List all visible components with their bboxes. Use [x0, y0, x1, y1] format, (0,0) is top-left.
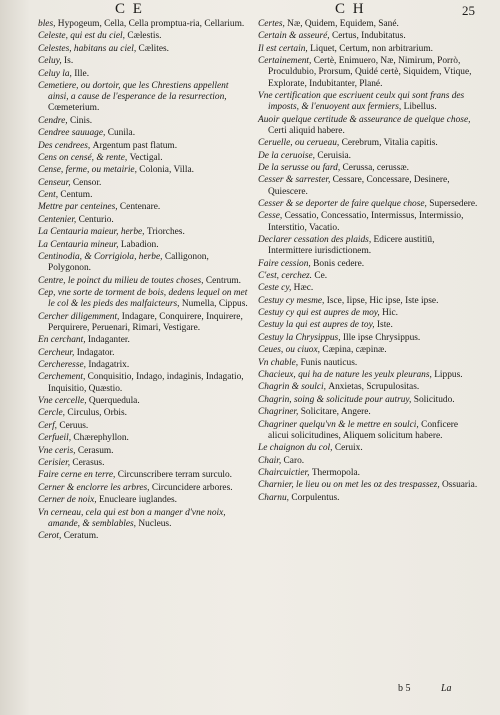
latin-translation: Isce, Iipse, Hic ipse, Iste ipse.	[326, 295, 439, 306]
dictionary-entry	[258, 151, 480, 162]
french-term: Centenier,	[38, 214, 79, 225]
french-term: Chagriner,	[258, 407, 301, 418]
right-column	[258, 19, 480, 505]
latin-translation: Supersedere.	[429, 198, 478, 209]
dictionary-entry	[258, 480, 480, 491]
dictionary-entry	[38, 165, 250, 176]
latin-translation: Cerebrum, Vitalia capitis.	[341, 138, 438, 149]
latin-translation: Ceruix.	[334, 443, 363, 454]
french-term: La Centauria mineur,	[38, 239, 121, 250]
dictionary-entry	[38, 421, 250, 432]
dictionary-entry	[38, 360, 250, 371]
french-term: De la serusse ou fard,	[258, 162, 343, 173]
latin-translation: Ce.	[314, 270, 328, 281]
french-term: Celestes, habitans au ciel,	[38, 43, 139, 54]
dictionary-entry	[38, 470, 250, 481]
dictionary-entry	[258, 211, 480, 233]
french-term: Cens on censé, & rente,	[38, 152, 130, 163]
latin-translation: Conquisitio, Indago, indaginis, Indagatio, Inquisitio, Quæstio.	[48, 372, 244, 394]
french-term: Censeur,	[38, 177, 73, 188]
dictionary-entry	[258, 345, 480, 356]
dictionary-entry	[38, 190, 250, 201]
dictionary-entry	[38, 44, 250, 55]
latin-translation: Nucleus.	[138, 518, 172, 529]
latin-translation: Centurio.	[78, 214, 114, 225]
french-term: Vn cerneau, cela qui est bon a manger d'vne noix, amande, & semblables,	[38, 507, 226, 529]
latin-translation: Centrum.	[205, 275, 242, 286]
french-term: Cercher diligemment,	[38, 311, 122, 322]
dictionary-entry	[258, 175, 480, 197]
dictionary-entry	[38, 128, 250, 139]
french-term: Cestuy la qui est aupres de toy,	[258, 320, 377, 331]
french-term: Auoir quelque certitude & asseurance de quelque chose,	[258, 114, 471, 125]
french-term: Celeste, qui est du ciel,	[38, 31, 128, 42]
dictionary-entry	[258, 493, 480, 504]
latin-translation: Labadion.	[120, 239, 159, 250]
french-term: bles,	[38, 19, 58, 29]
french-term: Des cendrees,	[38, 140, 93, 151]
dictionary-entry	[258, 382, 480, 393]
latin-translation: Indagare, Conquirere, Inquirere, Perquirere, Peruenari, Rimari, Vestigare.	[48, 311, 243, 333]
latin-translation: Ille.	[74, 68, 90, 79]
latin-translation: Argentum past flatum.	[92, 140, 178, 151]
latin-translation: Cessatio, Concessatio, Intermissus, Intermissio, Interstitio, Vacatio.	[268, 211, 464, 233]
latin-translation: Ossuaria.	[442, 480, 478, 491]
french-term: Cestuy cy mesme,	[258, 295, 327, 306]
left-column	[38, 19, 250, 543]
dictionary-entry	[38, 508, 250, 530]
dictionary-entry	[38, 202, 250, 213]
french-term: Cense, ferme, ou metairie,	[38, 165, 140, 176]
running-header	[0, 0, 500, 20]
dictionary-entry	[38, 348, 250, 359]
dictionary-entry	[38, 312, 250, 334]
latin-translation: Cælites.	[138, 43, 169, 54]
french-term: Certain & asseuré,	[258, 31, 332, 42]
page-number: 25	[462, 3, 475, 18]
latin-translation: Cerasum.	[77, 445, 114, 456]
latin-translation: Hypogeum, Cella, Cella promptua-ria, Cellarium.	[57, 19, 245, 29]
latin-translation: Caro.	[283, 455, 305, 466]
dictionary-entry	[258, 468, 480, 479]
latin-translation: Cælestis.	[127, 31, 162, 42]
french-term: Certes,	[258, 19, 288, 29]
latin-translation: Hic.	[382, 308, 398, 319]
french-term: Charnu,	[258, 492, 292, 503]
french-term: Vne certification que escriuent ceulx qui sont frans des imposts, & l'enuoyent aux fermiers,	[258, 90, 465, 113]
dictionary-entry	[38, 433, 250, 444]
dictionary-entry	[38, 531, 250, 542]
french-term: Celuy,	[38, 56, 65, 67]
dictionary-entry	[38, 141, 250, 152]
latin-translation: Indaganter.	[87, 335, 130, 346]
dictionary-entry	[38, 215, 250, 226]
french-term: Chacieux, qui ha de nature les yeulx pleurans,	[258, 370, 435, 381]
latin-translation: Conficere alicui solicitudines, Aliquem solicitum habere.	[268, 419, 459, 441]
latin-translation: Ille ipse Chrysippus.	[342, 332, 421, 343]
latin-translation: Edicere austitiū, Intermittere iurisdictionem.	[268, 234, 435, 257]
french-term: Il est certain,	[258, 43, 311, 54]
latin-translation: Cœmeterium.	[48, 103, 100, 114]
dictionary-entry	[38, 495, 250, 506]
dictionary-entry	[258, 235, 480, 257]
latin-translation: Colonia, Villa.	[139, 165, 195, 176]
latin-translation: Certus, Indubitatus.	[331, 31, 406, 42]
dictionary-entry	[38, 69, 250, 80]
latin-translation: Centum.	[60, 190, 93, 201]
french-term: Cep, vne sorte de torment de bois, dedens lequel on met le col & les pieds des malfaicteurs,	[38, 288, 248, 310]
french-term: Cerner de noix,	[38, 495, 99, 506]
french-term: Cesser & sarrester,	[258, 175, 333, 186]
french-term: Chagriner quelqu'vn & le mettre en soulci,	[258, 419, 422, 430]
latin-translation: Circulus, Orbis.	[67, 408, 127, 419]
dictionary-entry	[38, 56, 250, 67]
latin-translation: Ceruus.	[59, 420, 89, 431]
french-term: Cercle,	[38, 408, 68, 419]
dictionary-entry	[258, 456, 480, 467]
latin-translation: Circunscribere terram surculo.	[117, 470, 233, 481]
french-term: Celuy la,	[38, 68, 75, 79]
header-right: C H	[335, 1, 366, 17]
latin-translation: Indagator.	[76, 347, 115, 358]
latin-translation: Is.	[64, 56, 74, 67]
french-term: Cestuy la Chrysippus,	[258, 332, 343, 343]
dictionary-entry	[258, 420, 480, 442]
french-term: Cemetiere, ou dortoir, que les Chrestiens appellent ainsi, a cause de l'esperance de la resurrection,	[38, 80, 229, 103]
latin-translation: Thermopola.	[311, 467, 360, 478]
french-term: Faire cession,	[258, 258, 314, 269]
dictionary-entry	[258, 44, 480, 55]
french-term: La Centauria maieur, herbe,	[38, 227, 147, 238]
french-term: Cerf,	[38, 420, 60, 431]
french-term: Cendree sauuage,	[38, 128, 108, 139]
french-term: Chagrin, soing & solicitude pour autruy,	[258, 394, 414, 405]
latin-translation: Cessare, Concessare, Desinere, Quiescere.	[268, 175, 450, 197]
french-term: Declarer cessation des plaids,	[258, 234, 374, 245]
dictionary-entry	[258, 56, 480, 90]
dictionary-entry	[38, 178, 250, 189]
french-term: C'est, cerchez.	[258, 270, 315, 281]
french-term: Vne cercelle,	[38, 395, 89, 406]
dictionary-entry	[258, 115, 480, 137]
latin-translation: Næ, Quidem, Equidem, Sané.	[287, 19, 399, 29]
dictionary-entry	[38, 81, 250, 115]
french-term: Cerisier,	[38, 457, 73, 468]
dictionary-entry	[258, 443, 480, 454]
latin-translation: Centenare.	[119, 202, 161, 213]
dictionary-entry	[38, 227, 250, 238]
dictionary-entry	[38, 252, 250, 274]
latin-translation: Corpulentus.	[291, 492, 340, 503]
french-term: Cerner & enclorre les arbres,	[38, 482, 152, 493]
dictionary-entry	[258, 370, 480, 381]
latin-translation: Hæc.	[293, 283, 314, 294]
dictionary-entry	[38, 240, 250, 251]
dictionary-entry	[258, 283, 480, 294]
latin-translation: Cæpina, cæpinæ.	[322, 345, 387, 356]
latin-translation: Cerasus.	[72, 457, 105, 468]
dictionary-entry	[38, 19, 250, 30]
dictionary-entry	[258, 407, 480, 418]
dictionary-entry	[258, 138, 480, 149]
dictionary-entry	[38, 408, 250, 419]
french-term: Cerot,	[38, 531, 64, 542]
latin-translation: Solicitudo.	[413, 394, 455, 405]
french-term: Ceues, ou ciuox,	[258, 345, 323, 356]
dictionary-entry	[38, 116, 250, 127]
french-term: Charnier, le lieu ou on met les oz des trespassez,	[258, 480, 443, 491]
signature-mark: b 5	[398, 683, 411, 694]
french-term: Cercheresse,	[38, 360, 89, 370]
dictionary-entry	[38, 153, 250, 164]
french-term: Cestuy cy qui est aupres de moy,	[258, 308, 383, 319]
dictionary-entry	[38, 483, 250, 494]
latin-translation: Lippus.	[434, 370, 463, 381]
french-term: Faire cerne en terre,	[38, 470, 118, 481]
latin-translation: Liquet, Certum, non arbitrarium.	[310, 43, 433, 54]
latin-translation: Bonis cedere.	[313, 258, 365, 269]
french-term: Cerfueil,	[38, 433, 74, 444]
latin-translation: Cinis.	[69, 115, 93, 126]
french-term: Cesse,	[258, 211, 285, 222]
latin-translation: Numella, Cippus.	[181, 299, 248, 310]
dictionary-entry	[38, 31, 250, 42]
dictionary-entry	[38, 458, 250, 469]
dictionary-entry	[258, 358, 480, 369]
latin-translation: Indagatrix.	[88, 360, 130, 370]
latin-translation: Chærephyllon.	[73, 433, 129, 444]
french-term: Chaircuictier,	[258, 467, 312, 478]
catchword: La	[441, 683, 452, 694]
latin-translation: Querquedula.	[88, 395, 140, 406]
french-term: Cent,	[38, 190, 61, 201]
dictionary-entry	[258, 31, 480, 42]
latin-translation: Certi aliquid habere.	[268, 125, 345, 136]
header-left: C E	[115, 1, 144, 17]
dictionary-entry	[38, 446, 250, 457]
french-term: De la ceruoise,	[258, 150, 318, 161]
latin-translation: Ceratum.	[63, 531, 99, 542]
latin-translation: Cerussa, cerussæ.	[342, 162, 409, 173]
french-term: Centre, le poinct du milieu de toutes choses,	[38, 275, 206, 286]
dictionary-entry	[258, 259, 480, 270]
french-term: Vn chable,	[258, 357, 301, 368]
dictionary-entry	[258, 271, 480, 282]
latin-translation: Censor.	[72, 177, 102, 188]
french-term: Cendre,	[38, 115, 70, 126]
dictionary-entry	[258, 91, 480, 113]
french-term: Cesser & se deporter de faire quelque chose,	[258, 198, 430, 209]
french-term: En cerchant,	[38, 335, 88, 346]
french-term: Chair,	[258, 455, 284, 466]
french-term: Vne ceris,	[38, 445, 78, 456]
dictionary-entry	[258, 163, 480, 174]
dictionary-entry	[258, 333, 480, 344]
latin-translation: Calligonon, Polygonon.	[48, 252, 209, 274]
latin-translation: Ceruisia.	[317, 150, 351, 161]
latin-translation: Triorches.	[146, 227, 185, 238]
dictionary-entry	[38, 276, 250, 287]
french-term: Chagrin & soulci,	[258, 382, 329, 393]
dictionary-entry	[38, 372, 250, 394]
latin-translation: Cunila.	[107, 128, 136, 139]
dictionary-entry	[258, 199, 480, 210]
dictionary-entry	[258, 395, 480, 406]
footer	[398, 683, 488, 694]
french-term: Mettre par centeines,	[38, 202, 120, 213]
dictionary-entry	[258, 308, 480, 319]
latin-translation: Circuncidere arbores.	[151, 482, 233, 493]
latin-translation: Enucleare iuglandes.	[98, 495, 178, 506]
french-term: Ceruelle, ou cerueau,	[258, 138, 342, 149]
latin-translation: Vectigal.	[129, 152, 163, 163]
dictionary-entry	[258, 296, 480, 307]
latin-translation: Funis nauticus.	[300, 357, 358, 368]
dictionary-entry	[258, 19, 480, 30]
french-term: Le chaignon du col,	[258, 443, 335, 454]
dictionary-entry	[258, 320, 480, 331]
dictionary-entry	[38, 335, 250, 346]
dictionary-entry	[38, 288, 250, 310]
french-term: Cercheur,	[38, 347, 77, 358]
french-term: Centinodia, & Corrigiola, herbe,	[38, 252, 165, 263]
french-term: Ceste cy,	[258, 283, 294, 294]
latin-translation: Libellus.	[403, 102, 437, 113]
latin-translation: Anxietas, Scrupulositas.	[328, 382, 420, 393]
dictionary-entry	[38, 396, 250, 407]
french-term: Certainement,	[258, 56, 314, 67]
latin-translation: Certè, Enimuero, Næ, Nimirum, Porrò, Proculdubio, Prorsum, Quidé certè, Siquidem, Vtique, Explorate, Indubitanter, Plané.	[268, 56, 472, 89]
french-term: Cerchement,	[38, 372, 88, 383]
latin-translation: Solicitare, Angere.	[300, 407, 371, 418]
latin-translation: Iste.	[376, 320, 393, 331]
